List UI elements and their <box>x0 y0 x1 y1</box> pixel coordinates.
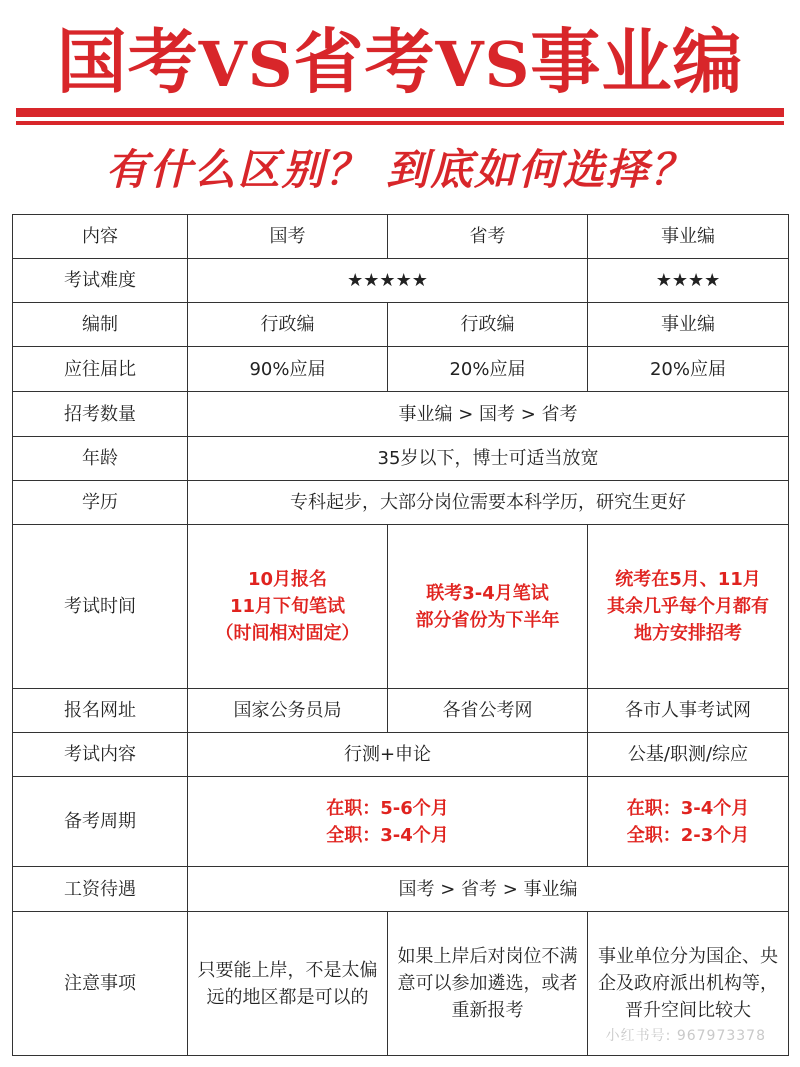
table-row-age <box>13 437 789 481</box>
header-cell-shiyebian: 事业编 <box>588 215 789 259</box>
text-line: 10月报名 <box>247 569 328 590</box>
cell-shiyebian <box>588 525 789 689</box>
table-row-education <box>13 481 789 525</box>
text-line: 11月下旬笔试 <box>229 596 346 617</box>
comparison-table <box>12 214 789 1056</box>
text-line: 全职：3-4个月 <box>326 824 449 846</box>
row-label: 招考数量 <box>13 392 188 437</box>
title-vs-1: VS <box>198 28 294 101</box>
cell-guokao <box>188 525 388 689</box>
table-row-quota <box>13 392 789 437</box>
text-line: 统考在5月、11月 <box>615 569 761 590</box>
row-label: 编制 <box>13 303 188 347</box>
table-row-prep-period <box>13 777 789 867</box>
table-row-ratio <box>13 347 789 392</box>
cell-guokao: 国家公务员局 <box>188 689 388 733</box>
cell-guokao: 90%应届 <box>188 347 388 392</box>
cell-shengkao <box>388 525 588 689</box>
cell-guokao: 只要能上岸，不是太偏远的地区都是可以的 <box>188 912 388 1056</box>
text-line: 联考3-4月笔试 <box>426 582 549 604</box>
cell-shengkao: 各省公考网 <box>388 689 588 733</box>
difficulty-stars-shiye: ★★★★ <box>588 259 789 303</box>
cell-merged: 国考 > 省考 > 事业编 <box>188 867 789 912</box>
row-label: 年龄 <box>13 437 188 481</box>
cell-shengkao: 行政编 <box>388 303 588 347</box>
text-line: 其余几乎每个月都有 <box>607 596 769 617</box>
cell-guokao: 行政编 <box>188 303 388 347</box>
cell-shengkao: 如果上岸后对岗位不满意可以参加遴选，或者重新报考 <box>388 912 588 1056</box>
cell-shiyebian: 事业单位分为国企、央企及政府派出机构等，晋升空间比较大 <box>588 912 789 1056</box>
title-shengkao: 省考 <box>293 20 436 103</box>
watermark: 小红书号: 967973378 <box>605 1028 766 1044</box>
title-shiyebian: 事业编 <box>530 20 744 103</box>
table-header-row <box>13 215 789 259</box>
title-guokao: 国考 <box>56 20 199 103</box>
cell-civil <box>188 777 588 867</box>
title-underline-thick <box>16 108 784 117</box>
header-cell-content: 内容 <box>13 215 188 259</box>
difficulty-stars-civil: ★★★★★ <box>188 259 588 303</box>
cell-shiyebian: 各市人事考试网 <box>588 689 789 733</box>
row-label: 备考周期 <box>13 777 188 867</box>
cell-merged: 专科起步，大部分岗位需要本科学历，研究生更好 <box>188 481 789 525</box>
cell-shiyebian <box>588 777 789 867</box>
row-label: 注意事项 <box>13 912 188 1056</box>
cell-shiyebian: 事业编 <box>588 303 789 347</box>
header-cell-shengkao: 省考 <box>388 215 588 259</box>
title-underline-thin <box>16 121 784 125</box>
table-row-salary <box>13 867 789 912</box>
text-line: 在职：3-4个月 <box>626 797 750 819</box>
page-title <box>0 22 800 102</box>
cell-merged: 事业编 > 国考 > 省考 <box>188 392 789 437</box>
cell-shengkao: 20%应届 <box>388 347 588 392</box>
row-label: 考试难度 <box>13 259 188 303</box>
table-row-exam-content <box>13 733 789 777</box>
text-line: 全职：2-3个月 <box>626 824 750 846</box>
header-cell-guokao: 国考 <box>188 215 388 259</box>
cell-shiyebian: 20%应届 <box>588 347 789 392</box>
text-line: （时间相对固定） <box>215 623 360 644</box>
table-row-difficulty <box>13 259 789 303</box>
table-row-exam-time <box>13 525 789 689</box>
row-label: 报名网址 <box>13 689 188 733</box>
cell-merged: 35岁以下，博士可适当放宽 <box>188 437 789 481</box>
row-label: 学历 <box>13 481 188 525</box>
row-label: 考试时间 <box>13 525 188 689</box>
row-label: 工资待遇 <box>13 867 188 912</box>
page-subtitle: 有什么区别？ 到底如何选择？ <box>105 145 695 194</box>
text-line: 部分省份为下半年 <box>415 609 560 631</box>
text-line: 在职：5-6个月 <box>326 797 449 819</box>
row-label: 考试内容 <box>13 733 188 777</box>
table-row-bianzhi <box>13 303 789 347</box>
text-line: 地方安排招考 <box>634 623 742 644</box>
table-row-website <box>13 689 789 733</box>
title-vs-2: VS <box>435 28 531 101</box>
cell-civil: 行测+申论 <box>188 733 588 777</box>
cell-shiyebian: 公基/职测/综应 <box>588 733 789 777</box>
row-label: 应往届比 <box>13 347 188 392</box>
